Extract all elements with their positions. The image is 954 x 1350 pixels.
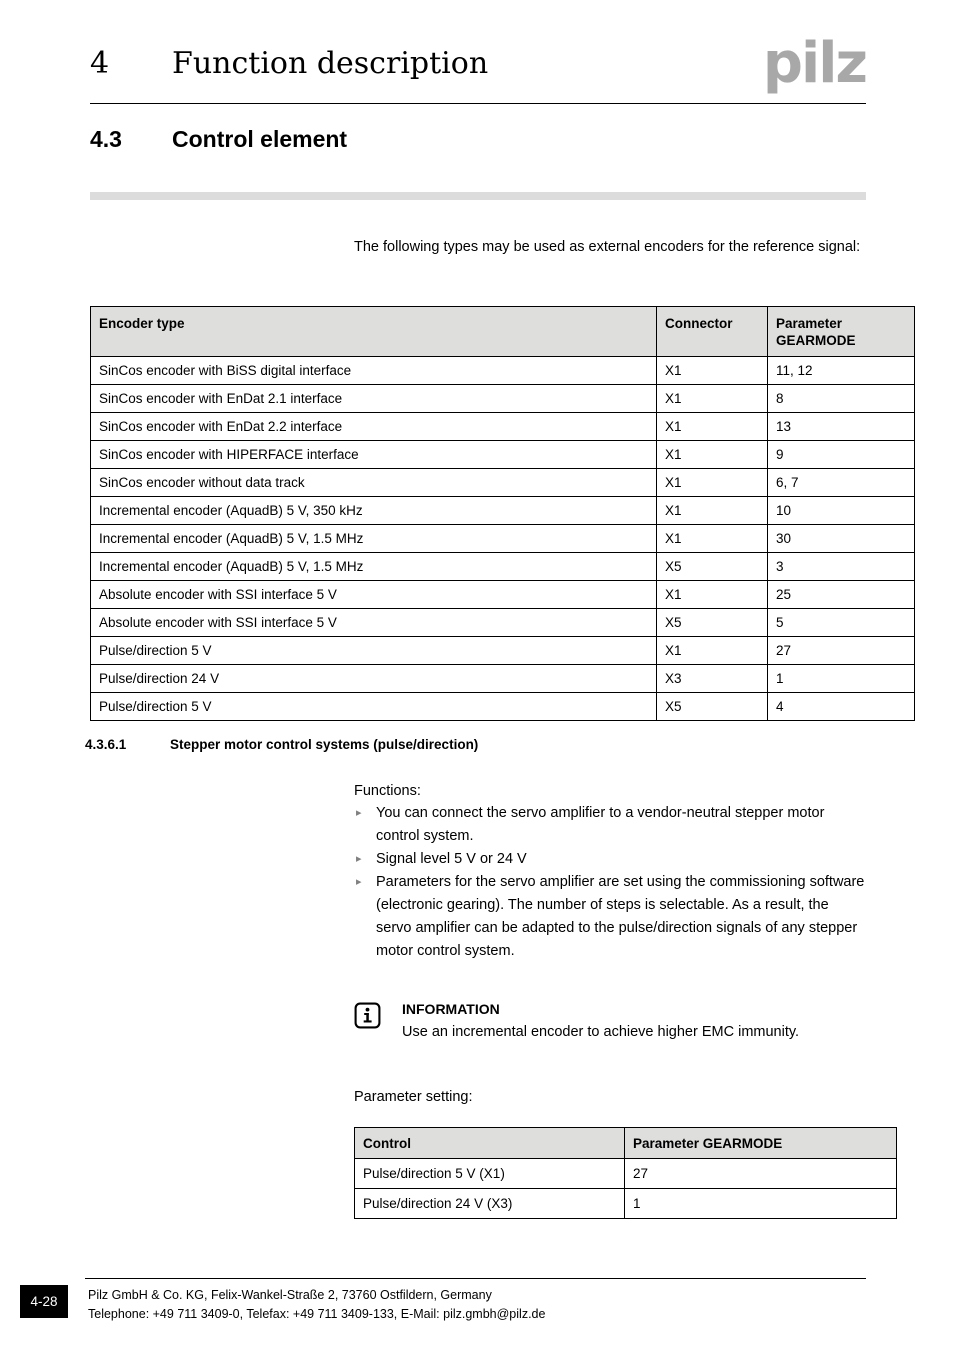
cell-gearmode: 13: [768, 413, 915, 441]
cell-encoder-type: SinCos encoder with BiSS digital interface: [91, 357, 657, 385]
column-header-parameter-gearmode: Parameter GEARMODE: [625, 1128, 897, 1159]
section-title: Control element: [172, 126, 348, 152]
cell-encoder-type: SinCos encoder without data track: [91, 469, 657, 497]
cell-encoder-type: Incremental encoder (AquadB) 5 V, 350 kHz: [91, 497, 657, 525]
pilz-logo: pilz: [762, 31, 866, 96]
section-heading: [90, 124, 690, 154]
table-row: [355, 1159, 897, 1189]
table-row: [91, 581, 915, 609]
page-number-badge: 4-28: [20, 1285, 68, 1318]
footer-line-1: Pilz GmbH & Co. KG, Felix-Wankel-Straße 2, 73760 Ostfildern, Germany: [88, 1288, 492, 1302]
cell-control: Pulse/direction 5 V (X1): [355, 1159, 625, 1189]
chapter-number: 4: [90, 46, 110, 81]
cell-gearmode: 25: [768, 581, 915, 609]
functions-bullet-list: [354, 802, 866, 963]
subsection-number: 4.3.6.1: [85, 737, 127, 752]
list-item-text: You can connect the servo amplifier to a vendor-neutral stepper motor control system.: [376, 805, 825, 844]
information-text: Use an incremental encoder to achieve higher EMC immunity.: [402, 1024, 800, 1040]
parameter-setting-table: [354, 1127, 897, 1219]
cell-gearmode: 3: [768, 553, 915, 581]
information-note: [354, 999, 866, 1044]
subsection-heading: [85, 735, 785, 754]
list-item-text: Parameters for the servo amplifier are set using the commissioning software (electronic gearing). The number of steps is selectable. As a result, the servo amplifier can be adapted to the pulse/direction signals of any stepper motor control system.: [376, 874, 865, 959]
cell-connector: X1: [657, 525, 768, 553]
parameter-setting-label: Parameter setting:: [354, 1089, 473, 1105]
chapter-title: Function description: [172, 46, 489, 81]
cell-encoder-type: Absolute encoder with SSI interface 5 V: [91, 581, 657, 609]
header-param-line1: Parameter: [776, 316, 843, 331]
cell-encoder-type: SinCos encoder with HIPERFACE interface: [91, 441, 657, 469]
cell-gearmode: 11, 12: [768, 357, 915, 385]
cell-gearmode: 5: [768, 609, 915, 637]
footer-line-2: Telephone: +49 711 3409-0, Telefax: +49 711 3409-133, E-Mail: pilz.gmbh@pilz.de: [88, 1307, 546, 1321]
list-item: [354, 802, 866, 848]
cell-connector: X1: [657, 385, 768, 413]
table-row: [91, 357, 915, 385]
cell-encoder-type: Pulse/direction 5 V: [91, 637, 657, 665]
cell-connector: X1: [657, 441, 768, 469]
cell-encoder-type: SinCos encoder with EnDat 2.1 interface: [91, 385, 657, 413]
cell-gearmode: 10: [768, 497, 915, 525]
header-param-line2: GEARMODE: [776, 333, 856, 348]
cell-gearmode: 1: [768, 665, 915, 693]
table-row: [91, 665, 915, 693]
table-row: [91, 469, 915, 497]
cell-connector: X5: [657, 553, 768, 581]
table-header-row: [91, 307, 915, 357]
cell-control: Pulse/direction 24 V (X3): [355, 1189, 625, 1219]
table-row: [91, 609, 915, 637]
table-row: [91, 413, 915, 441]
triangle-bullet-icon: ▸: [356, 853, 362, 865]
cell-gearmode: 27: [768, 637, 915, 665]
table-row: [91, 637, 915, 665]
table-row: [355, 1189, 897, 1219]
functions-label: Functions:: [354, 783, 421, 799]
cell-connector: X5: [657, 609, 768, 637]
table-row: [91, 497, 915, 525]
list-item: [354, 871, 866, 963]
cell-connector: X5: [657, 693, 768, 721]
cell-connector: X1: [657, 413, 768, 441]
section-accent-bar: [90, 192, 866, 200]
triangle-bullet-icon: ▸: [356, 876, 362, 888]
cell-connector: X1: [657, 637, 768, 665]
cell-encoder-type: Incremental encoder (AquadB) 5 V, 1.5 MHz: [91, 553, 657, 581]
list-item: [354, 848, 866, 871]
header-divider: [90, 103, 866, 104]
cell-encoder-type: Incremental encoder (AquadB) 5 V, 1.5 MHz: [91, 525, 657, 553]
table-row: [91, 553, 915, 581]
cell-connector: X3: [657, 665, 768, 693]
table-header-row: [355, 1128, 897, 1159]
table-row: [91, 693, 915, 721]
subsection-title: Stepper motor control systems (pulse/direction): [170, 737, 479, 752]
cell-encoder-type: SinCos encoder with EnDat 2.2 interface: [91, 413, 657, 441]
cell-encoder-type: Absolute encoder with SSI interface 5 V: [91, 609, 657, 637]
cell-gearmode: 9: [768, 441, 915, 469]
cell-gearmode: 4: [768, 693, 915, 721]
list-item-text: Signal level 5 V or 24 V: [376, 851, 527, 867]
encoder-type-table: [90, 306, 915, 721]
triangle-bullet-icon: ▸: [356, 807, 362, 819]
cell-gearmode: 6, 7: [768, 469, 915, 497]
intro-paragraph: The following types may be used as external encoders for the reference signal:: [354, 238, 861, 255]
information-icon: [354, 1002, 381, 1029]
information-body: [354, 999, 866, 1044]
section-number: 4.3: [90, 126, 122, 152]
footer-divider: [85, 1278, 866, 1279]
table-row: [91, 385, 915, 413]
footer-contact-info: [88, 1286, 788, 1324]
chapter-heading: [90, 46, 650, 82]
column-header-encoder-type: Encoder type: [91, 307, 657, 357]
cell-encoder-type: Pulse/direction 24 V: [91, 665, 657, 693]
cell-gearmode: 27: [625, 1159, 897, 1189]
cell-connector: X1: [657, 581, 768, 609]
table-row: [91, 441, 915, 469]
column-header-connector: Connector: [657, 307, 768, 357]
cell-gearmode: 8: [768, 385, 915, 413]
column-header-parameter-gearmode: [768, 307, 915, 357]
table-row: [91, 525, 915, 553]
column-header-control: Control: [355, 1128, 625, 1159]
cell-connector: X1: [657, 357, 768, 385]
cell-connector: X1: [657, 497, 768, 525]
cell-gearmode: 30: [768, 525, 915, 553]
cell-connector: X1: [657, 469, 768, 497]
information-heading: INFORMATION: [402, 1001, 500, 1017]
cell-gearmode: 1: [625, 1189, 897, 1219]
cell-encoder-type: Pulse/direction 5 V: [91, 693, 657, 721]
